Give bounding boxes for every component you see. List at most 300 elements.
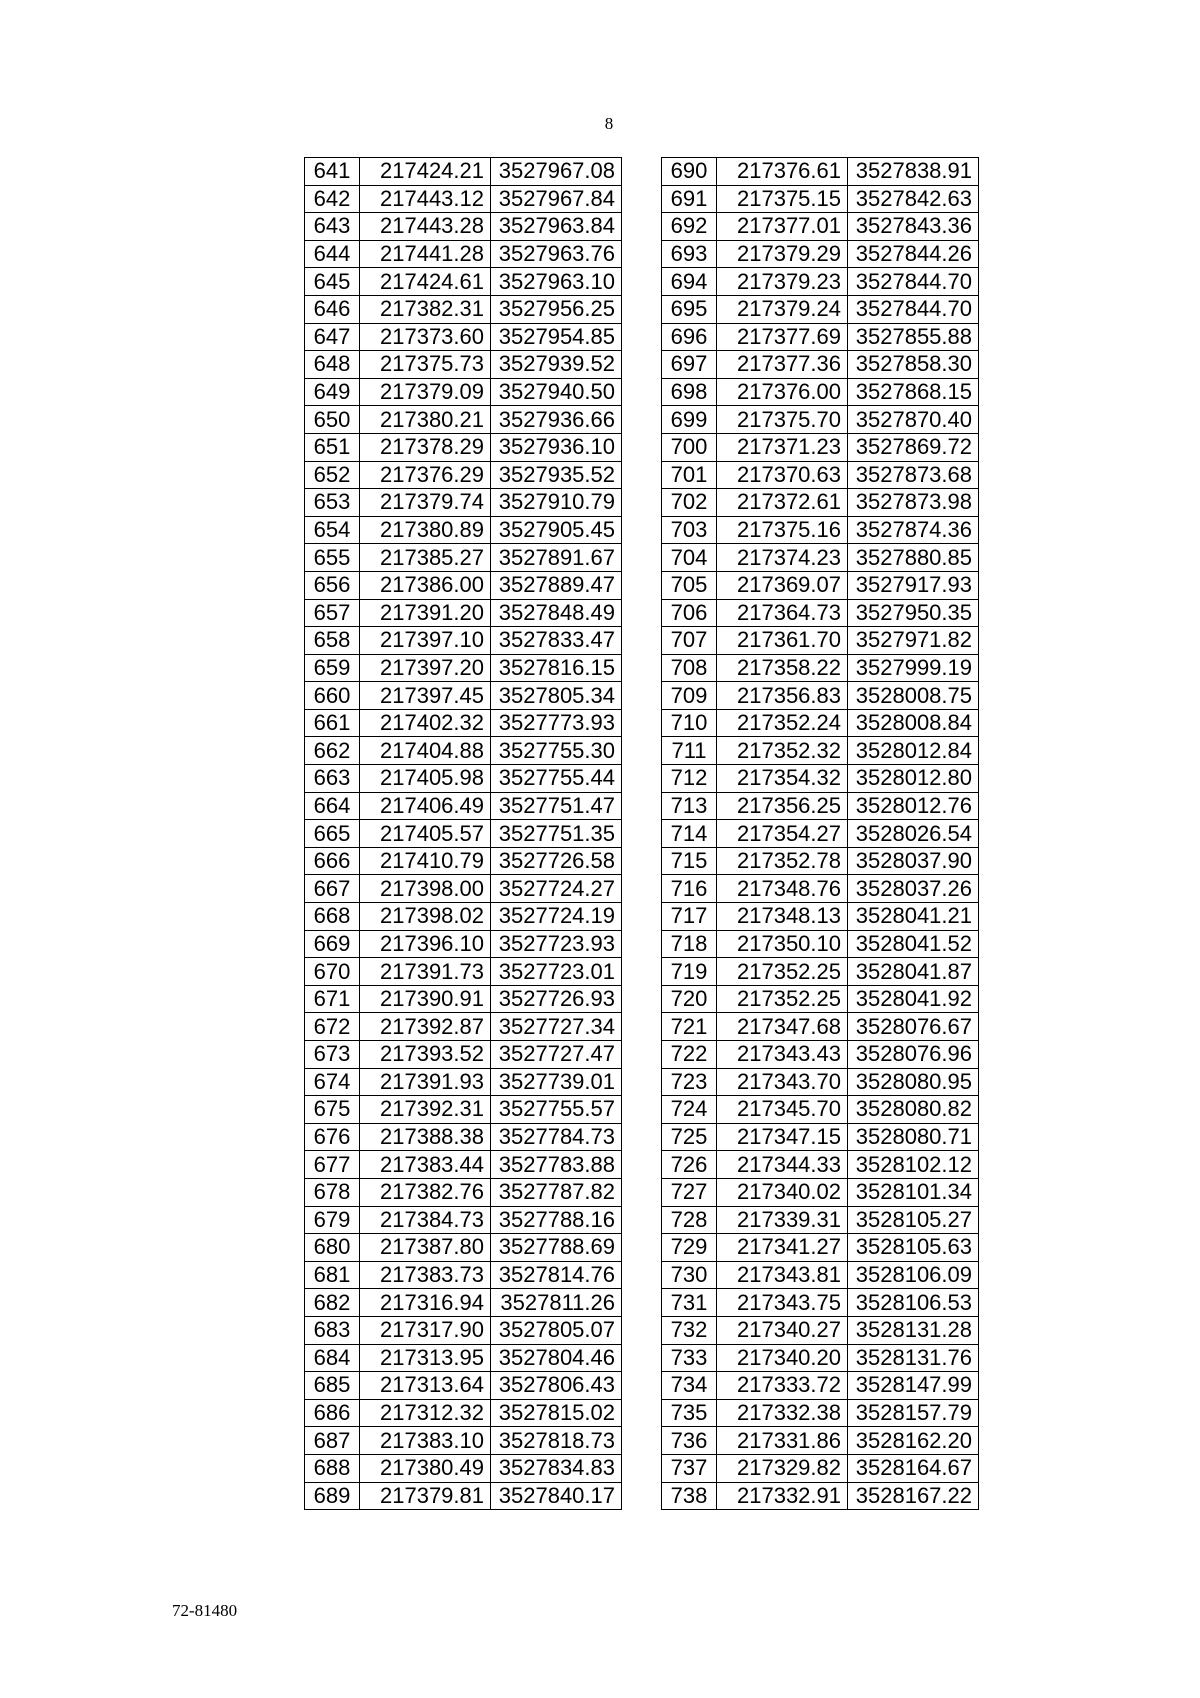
x-coordinate-cell: 217377.01 xyxy=(717,213,848,241)
y-coordinate-cell: 3528012.84 xyxy=(848,737,979,765)
y-coordinate-cell: 3527773.93 xyxy=(491,709,622,737)
point-number-cell: 674 xyxy=(305,1068,360,1096)
x-coordinate-cell: 217376.61 xyxy=(717,158,848,186)
document-id: 72-81480 xyxy=(172,1601,238,1620)
y-coordinate-cell: 3528131.76 xyxy=(848,1344,979,1372)
point-number-cell: 725 xyxy=(662,1123,717,1151)
x-coordinate-cell: 217352.25 xyxy=(717,958,848,986)
point-number-cell: 673 xyxy=(305,1041,360,1069)
x-coordinate-cell: 217339.31 xyxy=(717,1206,848,1234)
table-row xyxy=(662,544,979,572)
table-row xyxy=(662,682,979,710)
y-coordinate-cell: 3527917.93 xyxy=(848,571,979,599)
point-number-cell: 716 xyxy=(662,875,717,903)
point-number-cell: 704 xyxy=(662,544,717,572)
point-number-cell: 656 xyxy=(305,571,360,599)
point-number-cell: 738 xyxy=(662,1482,717,1510)
y-coordinate-cell: 3527940.50 xyxy=(491,378,622,406)
y-coordinate-cell: 3527842.63 xyxy=(848,185,979,213)
x-coordinate-cell: 217379.24 xyxy=(717,295,848,323)
y-coordinate-cell: 3527935.52 xyxy=(491,461,622,489)
y-coordinate-cell: 3527726.93 xyxy=(491,985,622,1013)
x-coordinate-cell: 217370.63 xyxy=(717,461,848,489)
x-coordinate-cell: 217371.23 xyxy=(717,433,848,461)
point-number-cell: 663 xyxy=(305,765,360,793)
y-coordinate-cell: 3527833.47 xyxy=(491,627,622,655)
y-coordinate-cell: 3527739.01 xyxy=(491,1068,622,1096)
table-row xyxy=(305,985,622,1013)
y-coordinate-cell: 3528164.67 xyxy=(848,1454,979,1482)
y-coordinate-cell: 3528041.87 xyxy=(848,958,979,986)
x-coordinate-cell: 217373.60 xyxy=(360,323,491,351)
y-coordinate-cell: 3527838.91 xyxy=(848,158,979,186)
point-number-cell: 720 xyxy=(662,985,717,1013)
table-row xyxy=(305,351,622,379)
table-row xyxy=(305,213,622,241)
y-coordinate-cell: 3527889.47 xyxy=(491,571,622,599)
x-coordinate-cell: 217383.44 xyxy=(360,1151,491,1179)
table-row xyxy=(662,985,979,1013)
y-coordinate-cell: 3528102.12 xyxy=(848,1151,979,1179)
point-number-cell: 691 xyxy=(662,185,717,213)
x-coordinate-cell: 217405.57 xyxy=(360,820,491,848)
x-coordinate-cell: 217358.22 xyxy=(717,654,848,682)
y-coordinate-cell: 3527818.73 xyxy=(491,1427,622,1455)
x-coordinate-cell: 217343.43 xyxy=(717,1041,848,1069)
x-coordinate-cell: 217385.27 xyxy=(360,544,491,572)
table-row xyxy=(305,544,622,572)
x-coordinate-cell: 217387.80 xyxy=(360,1234,491,1262)
y-coordinate-cell: 3528101.34 xyxy=(848,1178,979,1206)
y-coordinate-cell: 3527805.07 xyxy=(491,1316,622,1344)
y-coordinate-cell: 3527787.82 xyxy=(491,1178,622,1206)
y-coordinate-cell: 3527874.36 xyxy=(848,516,979,544)
x-coordinate-cell: 217333.72 xyxy=(717,1372,848,1400)
point-number-cell: 732 xyxy=(662,1316,717,1344)
point-number-cell: 692 xyxy=(662,213,717,241)
point-number-cell: 670 xyxy=(305,958,360,986)
point-number-cell: 695 xyxy=(662,295,717,323)
table-row xyxy=(305,1261,622,1289)
table-row xyxy=(662,213,979,241)
point-number-cell: 651 xyxy=(305,433,360,461)
y-coordinate-cell: 3527723.01 xyxy=(491,958,622,986)
point-number-cell: 644 xyxy=(305,240,360,268)
point-number-cell: 645 xyxy=(305,268,360,296)
point-number-cell: 735 xyxy=(662,1399,717,1427)
table-row xyxy=(662,599,979,627)
point-number-cell: 681 xyxy=(305,1261,360,1289)
table-row xyxy=(305,1013,622,1041)
point-number-cell: 658 xyxy=(305,627,360,655)
y-coordinate-cell: 3527963.84 xyxy=(491,213,622,241)
x-coordinate-cell: 217354.27 xyxy=(717,820,848,848)
y-coordinate-cell: 3527956.25 xyxy=(491,295,622,323)
x-coordinate-cell: 217380.21 xyxy=(360,406,491,434)
point-number-cell: 672 xyxy=(305,1013,360,1041)
y-coordinate-cell: 3527751.47 xyxy=(491,792,622,820)
y-coordinate-cell: 3527840.17 xyxy=(491,1482,622,1510)
table-row xyxy=(662,1399,979,1427)
table-row xyxy=(662,1234,979,1262)
x-coordinate-cell: 217340.02 xyxy=(717,1178,848,1206)
table-row xyxy=(305,1482,622,1510)
x-coordinate-cell: 217386.00 xyxy=(360,571,491,599)
table-row xyxy=(662,1372,979,1400)
point-number-cell: 684 xyxy=(305,1344,360,1372)
x-coordinate-cell: 217380.89 xyxy=(360,516,491,544)
y-coordinate-cell: 3528012.80 xyxy=(848,765,979,793)
point-number-cell: 647 xyxy=(305,323,360,351)
x-coordinate-cell: 217384.73 xyxy=(360,1206,491,1234)
table-row xyxy=(305,682,622,710)
point-number-cell: 713 xyxy=(662,792,717,820)
x-coordinate-cell: 217376.00 xyxy=(717,378,848,406)
y-coordinate-cell: 3528037.90 xyxy=(848,847,979,875)
x-coordinate-cell: 217313.95 xyxy=(360,1344,491,1372)
point-number-cell: 694 xyxy=(662,268,717,296)
point-number-cell: 680 xyxy=(305,1234,360,1262)
x-coordinate-cell: 217352.78 xyxy=(717,847,848,875)
table-row xyxy=(662,516,979,544)
point-number-cell: 690 xyxy=(662,158,717,186)
y-coordinate-cell: 3527755.30 xyxy=(491,737,622,765)
table-row xyxy=(662,351,979,379)
y-coordinate-cell: 3528106.09 xyxy=(848,1261,979,1289)
y-coordinate-cell: 3528026.54 xyxy=(848,820,979,848)
x-coordinate-cell: 217343.75 xyxy=(717,1289,848,1317)
table-row xyxy=(662,240,979,268)
table-row xyxy=(305,489,622,517)
y-coordinate-cell: 3527844.70 xyxy=(848,295,979,323)
x-coordinate-cell: 217406.49 xyxy=(360,792,491,820)
table-row xyxy=(305,268,622,296)
point-number-cell: 700 xyxy=(662,433,717,461)
table-row xyxy=(662,1096,979,1124)
x-coordinate-cell: 217332.91 xyxy=(717,1482,848,1510)
point-number-cell: 667 xyxy=(305,875,360,903)
point-number-cell: 724 xyxy=(662,1096,717,1124)
y-coordinate-cell: 3528162.20 xyxy=(848,1427,979,1455)
y-coordinate-cell: 3527950.35 xyxy=(848,599,979,627)
point-number-cell: 676 xyxy=(305,1123,360,1151)
x-coordinate-cell: 217392.31 xyxy=(360,1096,491,1124)
y-coordinate-cell: 3528105.27 xyxy=(848,1206,979,1234)
x-coordinate-cell: 217382.76 xyxy=(360,1178,491,1206)
y-coordinate-cell: 3527805.34 xyxy=(491,682,622,710)
table-row xyxy=(662,295,979,323)
point-number-cell: 696 xyxy=(662,323,717,351)
table-row xyxy=(662,268,979,296)
table-row xyxy=(305,792,622,820)
table-row xyxy=(662,571,979,599)
table-row xyxy=(662,323,979,351)
table-row xyxy=(662,1427,979,1455)
table-row xyxy=(305,875,622,903)
x-coordinate-cell: 217397.10 xyxy=(360,627,491,655)
x-coordinate-cell: 217343.70 xyxy=(717,1068,848,1096)
point-number-cell: 683 xyxy=(305,1316,360,1344)
x-coordinate-cell: 217340.27 xyxy=(717,1316,848,1344)
y-coordinate-cell: 3527724.19 xyxy=(491,903,622,931)
point-number-cell: 721 xyxy=(662,1013,717,1041)
table-row xyxy=(662,765,979,793)
point-number-cell: 714 xyxy=(662,820,717,848)
point-number-cell: 734 xyxy=(662,1372,717,1400)
point-number-cell: 728 xyxy=(662,1206,717,1234)
table-row xyxy=(305,709,622,737)
x-coordinate-cell: 217329.82 xyxy=(717,1454,848,1482)
x-coordinate-cell: 217313.64 xyxy=(360,1372,491,1400)
point-number-cell: 650 xyxy=(305,406,360,434)
y-coordinate-cell: 3527880.85 xyxy=(848,544,979,572)
x-coordinate-cell: 217316.94 xyxy=(360,1289,491,1317)
table-row xyxy=(305,847,622,875)
point-number-cell: 666 xyxy=(305,847,360,875)
table-row xyxy=(305,1399,622,1427)
table-row xyxy=(662,792,979,820)
y-coordinate-cell: 3527873.98 xyxy=(848,489,979,517)
point-number-cell: 708 xyxy=(662,654,717,682)
table-row xyxy=(662,903,979,931)
point-number-cell: 712 xyxy=(662,765,717,793)
y-coordinate-cell: 3527870.40 xyxy=(848,406,979,434)
x-coordinate-cell: 217377.36 xyxy=(717,351,848,379)
x-coordinate-cell: 217410.79 xyxy=(360,847,491,875)
x-coordinate-cell: 217392.87 xyxy=(360,1013,491,1041)
table-row xyxy=(305,516,622,544)
point-number-cell: 668 xyxy=(305,903,360,931)
x-coordinate-cell: 217348.76 xyxy=(717,875,848,903)
table-row xyxy=(662,1068,979,1096)
table-row xyxy=(305,737,622,765)
table-row xyxy=(305,1454,622,1482)
table-row xyxy=(305,158,622,186)
y-coordinate-cell: 3528080.82 xyxy=(848,1096,979,1124)
table-row xyxy=(662,930,979,958)
x-coordinate-cell: 217356.83 xyxy=(717,682,848,710)
table-row xyxy=(662,1289,979,1317)
table-row xyxy=(662,1013,979,1041)
y-coordinate-cell: 3527844.70 xyxy=(848,268,979,296)
point-number-cell: 718 xyxy=(662,930,717,958)
table-row xyxy=(305,1123,622,1151)
point-number-cell: 723 xyxy=(662,1068,717,1096)
table-row xyxy=(662,1344,979,1372)
y-coordinate-cell: 3527806.43 xyxy=(491,1372,622,1400)
x-coordinate-cell: 217345.70 xyxy=(717,1096,848,1124)
y-coordinate-cell: 3528105.63 xyxy=(848,1234,979,1262)
y-coordinate-cell: 3528041.52 xyxy=(848,930,979,958)
x-coordinate-cell: 217361.70 xyxy=(717,627,848,655)
point-number-cell: 688 xyxy=(305,1454,360,1482)
y-coordinate-cell: 3527936.66 xyxy=(491,406,622,434)
y-coordinate-cell: 3528037.26 xyxy=(848,875,979,903)
point-number-cell: 642 xyxy=(305,185,360,213)
x-coordinate-cell: 217379.74 xyxy=(360,489,491,517)
coordinates-table-left xyxy=(304,157,622,1510)
x-coordinate-cell: 217344.33 xyxy=(717,1151,848,1179)
x-coordinate-cell: 217347.68 xyxy=(717,1013,848,1041)
table-row xyxy=(305,1427,622,1455)
x-coordinate-cell: 217364.73 xyxy=(717,599,848,627)
point-number-cell: 711 xyxy=(662,737,717,765)
x-coordinate-cell: 217393.52 xyxy=(360,1041,491,1069)
point-number-cell: 707 xyxy=(662,627,717,655)
table-row xyxy=(305,1096,622,1124)
y-coordinate-cell: 3527814.76 xyxy=(491,1261,622,1289)
page-number: 8 xyxy=(604,114,614,133)
x-coordinate-cell: 217380.49 xyxy=(360,1454,491,1482)
x-coordinate-cell: 217443.28 xyxy=(360,213,491,241)
point-number-cell: 648 xyxy=(305,351,360,379)
y-coordinate-cell: 3528076.67 xyxy=(848,1013,979,1041)
y-coordinate-cell: 3528008.75 xyxy=(848,682,979,710)
table-row xyxy=(662,1151,979,1179)
y-coordinate-cell: 3528008.84 xyxy=(848,709,979,737)
y-coordinate-cell: 3527963.76 xyxy=(491,240,622,268)
point-number-cell: 722 xyxy=(662,1041,717,1069)
table-row xyxy=(662,1482,979,1510)
y-coordinate-cell: 3527755.57 xyxy=(491,1096,622,1124)
point-number-cell: 709 xyxy=(662,682,717,710)
y-coordinate-cell: 3528080.71 xyxy=(848,1123,979,1151)
table-row xyxy=(662,737,979,765)
y-coordinate-cell: 3527727.34 xyxy=(491,1013,622,1041)
table-row xyxy=(305,1316,622,1344)
table-row xyxy=(305,1289,622,1317)
point-number-cell: 649 xyxy=(305,378,360,406)
point-number-cell: 682 xyxy=(305,1289,360,1317)
x-coordinate-cell: 217354.32 xyxy=(717,765,848,793)
x-coordinate-cell: 217397.45 xyxy=(360,682,491,710)
table-row xyxy=(662,406,979,434)
table-row xyxy=(305,1234,622,1262)
y-coordinate-cell: 3528131.28 xyxy=(848,1316,979,1344)
point-number-cell: 715 xyxy=(662,847,717,875)
x-coordinate-cell: 217374.23 xyxy=(717,544,848,572)
y-coordinate-cell: 3528076.96 xyxy=(848,1041,979,1069)
x-coordinate-cell: 217331.86 xyxy=(717,1427,848,1455)
point-number-cell: 730 xyxy=(662,1261,717,1289)
x-coordinate-cell: 217396.10 xyxy=(360,930,491,958)
x-coordinate-cell: 217375.73 xyxy=(360,351,491,379)
point-number-cell: 657 xyxy=(305,599,360,627)
y-coordinate-cell: 3527873.68 xyxy=(848,461,979,489)
x-coordinate-cell: 217398.02 xyxy=(360,903,491,931)
x-coordinate-cell: 217375.70 xyxy=(717,406,848,434)
table-row xyxy=(305,1178,622,1206)
table-row xyxy=(305,1068,622,1096)
x-coordinate-cell: 217343.81 xyxy=(717,1261,848,1289)
table-row xyxy=(305,378,622,406)
y-coordinate-cell: 3527910.79 xyxy=(491,489,622,517)
y-coordinate-cell: 3527815.02 xyxy=(491,1399,622,1427)
x-coordinate-cell: 217377.69 xyxy=(717,323,848,351)
y-coordinate-cell: 3527783.88 xyxy=(491,1151,622,1179)
point-number-cell: 705 xyxy=(662,571,717,599)
table-row xyxy=(305,654,622,682)
x-coordinate-cell: 217341.27 xyxy=(717,1234,848,1262)
table-row xyxy=(662,461,979,489)
y-coordinate-cell: 3527967.08 xyxy=(491,158,622,186)
table-row xyxy=(305,295,622,323)
table-row xyxy=(305,1344,622,1372)
table-row xyxy=(662,1261,979,1289)
x-coordinate-cell: 217352.32 xyxy=(717,737,848,765)
x-coordinate-cell: 217312.32 xyxy=(360,1399,491,1427)
point-number-cell: 698 xyxy=(662,378,717,406)
point-number-cell: 693 xyxy=(662,240,717,268)
y-coordinate-cell: 3527834.83 xyxy=(491,1454,622,1482)
y-coordinate-cell: 3527727.47 xyxy=(491,1041,622,1069)
point-number-cell: 669 xyxy=(305,930,360,958)
table-row xyxy=(662,1206,979,1234)
point-number-cell: 717 xyxy=(662,903,717,931)
table-row xyxy=(662,1123,979,1151)
y-coordinate-cell: 3527999.19 xyxy=(848,654,979,682)
point-number-cell: 671 xyxy=(305,985,360,1013)
x-coordinate-cell: 217352.25 xyxy=(717,985,848,1013)
x-coordinate-cell: 217352.24 xyxy=(717,709,848,737)
table-row xyxy=(305,433,622,461)
point-number-cell: 679 xyxy=(305,1206,360,1234)
x-coordinate-cell: 217332.38 xyxy=(717,1399,848,1427)
y-coordinate-cell: 3528012.76 xyxy=(848,792,979,820)
x-coordinate-cell: 217347.15 xyxy=(717,1123,848,1151)
y-coordinate-cell: 3527905.45 xyxy=(491,516,622,544)
point-number-cell: 654 xyxy=(305,516,360,544)
point-number-cell: 643 xyxy=(305,213,360,241)
y-coordinate-cell: 3527811.26 xyxy=(491,1289,622,1317)
point-number-cell: 678 xyxy=(305,1178,360,1206)
point-number-cell: 710 xyxy=(662,709,717,737)
point-number-cell: 677 xyxy=(305,1151,360,1179)
point-number-cell: 652 xyxy=(305,461,360,489)
y-coordinate-cell: 3527858.30 xyxy=(848,351,979,379)
table-row xyxy=(662,820,979,848)
point-number-cell: 687 xyxy=(305,1427,360,1455)
y-coordinate-cell: 3527844.26 xyxy=(848,240,979,268)
y-coordinate-cell: 3527868.15 xyxy=(848,378,979,406)
x-coordinate-cell: 217398.00 xyxy=(360,875,491,903)
point-number-cell: 665 xyxy=(305,820,360,848)
x-coordinate-cell: 217317.90 xyxy=(360,1316,491,1344)
table-row xyxy=(662,433,979,461)
point-number-cell: 727 xyxy=(662,1178,717,1206)
y-coordinate-cell: 3528157.79 xyxy=(848,1399,979,1427)
table-row xyxy=(305,820,622,848)
y-coordinate-cell: 3527723.93 xyxy=(491,930,622,958)
y-coordinate-cell: 3527784.73 xyxy=(491,1123,622,1151)
point-number-cell: 685 xyxy=(305,1372,360,1400)
x-coordinate-cell: 217424.21 xyxy=(360,158,491,186)
y-coordinate-cell: 3527855.88 xyxy=(848,323,979,351)
point-number-cell: 689 xyxy=(305,1482,360,1510)
y-coordinate-cell: 3527726.58 xyxy=(491,847,622,875)
x-coordinate-cell: 217424.61 xyxy=(360,268,491,296)
point-number-cell: 702 xyxy=(662,489,717,517)
point-number-cell: 731 xyxy=(662,1289,717,1317)
table-row xyxy=(305,627,622,655)
y-coordinate-cell: 3527724.27 xyxy=(491,875,622,903)
table-row xyxy=(305,1372,622,1400)
y-coordinate-cell: 3528167.22 xyxy=(848,1482,979,1510)
table-row xyxy=(305,599,622,627)
point-number-cell: 662 xyxy=(305,737,360,765)
x-coordinate-cell: 217379.81 xyxy=(360,1482,491,1510)
table-row xyxy=(662,847,979,875)
